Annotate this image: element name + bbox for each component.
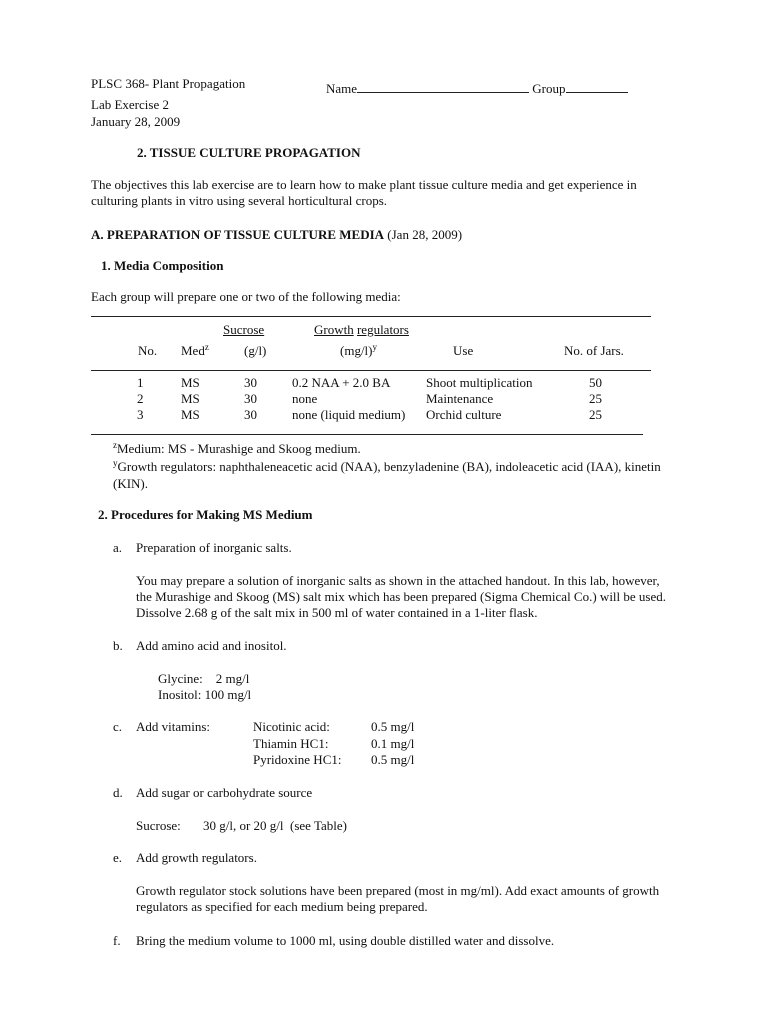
table-bottom-rule (91, 434, 643, 435)
step-c-letter: c. (113, 719, 123, 734)
part-a-date: (Jan 28, 2009) (387, 227, 463, 242)
vitamin-name: Pyridoxine HC1: (253, 752, 342, 767)
step-a-title: Preparation of inorganic salts. (136, 540, 292, 555)
footnote-y (113, 459, 673, 492)
col-header-growth: Growth (314, 322, 354, 337)
col-header-regulators: regulators (356, 322, 409, 337)
lab-number: Lab Exercise 2 (91, 97, 169, 112)
table-cell-use: Maintenance (426, 391, 494, 406)
col-header-med-label: Med (181, 343, 205, 358)
table-cell-jars: 25 (589, 407, 602, 422)
col-header-growth-regulators (314, 322, 409, 338)
footnote-z-mark: z (113, 440, 117, 450)
media-intro: Each group will prepare one or two of the following media: (91, 289, 401, 304)
course-title: PLSC 368- Plant Propagation (91, 76, 246, 91)
step-b-letter: b. (113, 638, 123, 653)
section-title: 2. TISSUE CULTURE PROPAGATION (137, 145, 361, 160)
objectives-paragraph: The objectives this lab exercise are to learn how to make plant tissue culture media and get experience in culturing plants in vitro using several horticultural crops. (91, 177, 637, 208)
step-e-letter: e. (113, 850, 123, 865)
part-a-title: A. PREPARATION OF TISSUE CULTURE MEDIA (91, 227, 385, 242)
col-header-gr-sup: y (372, 342, 377, 352)
col-header-gr-unit-label: (mg/l) (340, 343, 373, 358)
col-header-jars: No. of Jars. (564, 343, 624, 358)
table-cell-no: 3 (137, 407, 144, 422)
step-e-title: Add growth regulators. (136, 850, 257, 865)
col-header-no: No. (138, 343, 158, 358)
lab-date: January 28, 2009 (91, 114, 181, 129)
table-cell-regulators: none (292, 391, 318, 406)
table-cell-sucrose: 30 (244, 375, 257, 390)
col-header-med-sup: z (204, 342, 209, 352)
step-f-title: Bring the medium volume to 1000 ml, using double distilled water and dissolve. (136, 933, 555, 948)
step-b-title: Add amino acid and inositol. (136, 638, 287, 653)
step-c-title: Add vitamins: (136, 719, 211, 734)
group-label: Group (532, 81, 566, 96)
table-cell-regulators: 0.2 NAA + 2.0 BA (292, 375, 391, 390)
table-cell-med: MS (181, 375, 200, 390)
vitamin-name: Thiamin HC1: (253, 736, 329, 751)
footnote-y-mark: y (113, 458, 118, 468)
table-header-rule (91, 370, 651, 371)
table-cell-med: MS (181, 391, 200, 406)
step-d-title: Add sugar or carbohydrate source (136, 785, 313, 800)
vitamin-amount: 0.1 mg/l (371, 736, 415, 751)
col-header-gr-unit (340, 343, 377, 360)
vitamin-amount: 0.5 mg/l (371, 719, 415, 734)
table-cell-sucrose: 30 (244, 391, 257, 406)
group-blank (566, 80, 628, 93)
footnote-y-text: Growth regulators: naphthaleneacetic acid (NAA), benzyladenine (BA), indoleacetic acid (IAA), kinetin (KIN). (113, 459, 661, 491)
media-composition-heading: 1. Media Composition (101, 258, 224, 273)
table-cell-regulators: none (liquid medium) (292, 407, 406, 422)
step-e-text: Growth regulator stock solutions have been prepared (most in mg/ml). Add exact amounts of growth regulators as specified for each medium being prepared. (136, 883, 660, 914)
step-a-letter: a. (113, 540, 123, 555)
step-d-sucrose-label: Sucrose: (136, 818, 181, 833)
col-header-unit: (g/l) (244, 343, 267, 358)
table-cell-sucrose: 30 (244, 407, 257, 422)
vitamin-amount: 0.5 mg/l (371, 752, 415, 767)
footnote-z-text: Medium: MS - Murashige and Skoog medium. (117, 441, 361, 456)
table-cell-jars: 50 (589, 375, 602, 390)
step-b-inositol: Inositol: 100 mg/l (158, 687, 252, 702)
table-cell-med: MS (181, 407, 200, 422)
vitamin-name: Nicotinic acid: (253, 719, 330, 734)
name-group-line (326, 80, 628, 97)
name-label: Name (326, 81, 358, 96)
table-cell-jars: 25 (589, 391, 602, 406)
step-b-glycine: Glycine: 2 mg/l (158, 671, 250, 686)
col-header-sucrose: Sucrose (223, 322, 265, 337)
table-top-rule (91, 316, 651, 317)
table-cell-use: Shoot multiplication (426, 375, 533, 390)
step-f-letter: f. (113, 933, 121, 948)
table-cell-no: 2 (137, 391, 144, 406)
step-d-sucrose-value: 30 g/l, or 20 g/l (see Table) (203, 818, 347, 833)
name-blank (357, 80, 529, 93)
table-cell-use: Orchid culture (426, 407, 502, 422)
step-a-text: You may prepare a solution of inorganic salts as shown in the attached handout. In this lab, however, the Murashige and Skoog (MS) salt mix which has been prepared (Sigma Chemical Co.) will be used. Dissolve 2.68 g of the salt mix in 500 ml of water contained in a 1-liter flask. (136, 573, 667, 620)
footnote-z (113, 441, 361, 458)
step-d-letter: d. (113, 785, 123, 800)
col-header-med (181, 343, 209, 360)
col-header-use: Use (453, 343, 474, 358)
procedures-heading: 2. Procedures for Making MS Medium (98, 507, 313, 522)
part-a-heading (91, 227, 462, 243)
table-cell-no: 1 (137, 375, 144, 390)
